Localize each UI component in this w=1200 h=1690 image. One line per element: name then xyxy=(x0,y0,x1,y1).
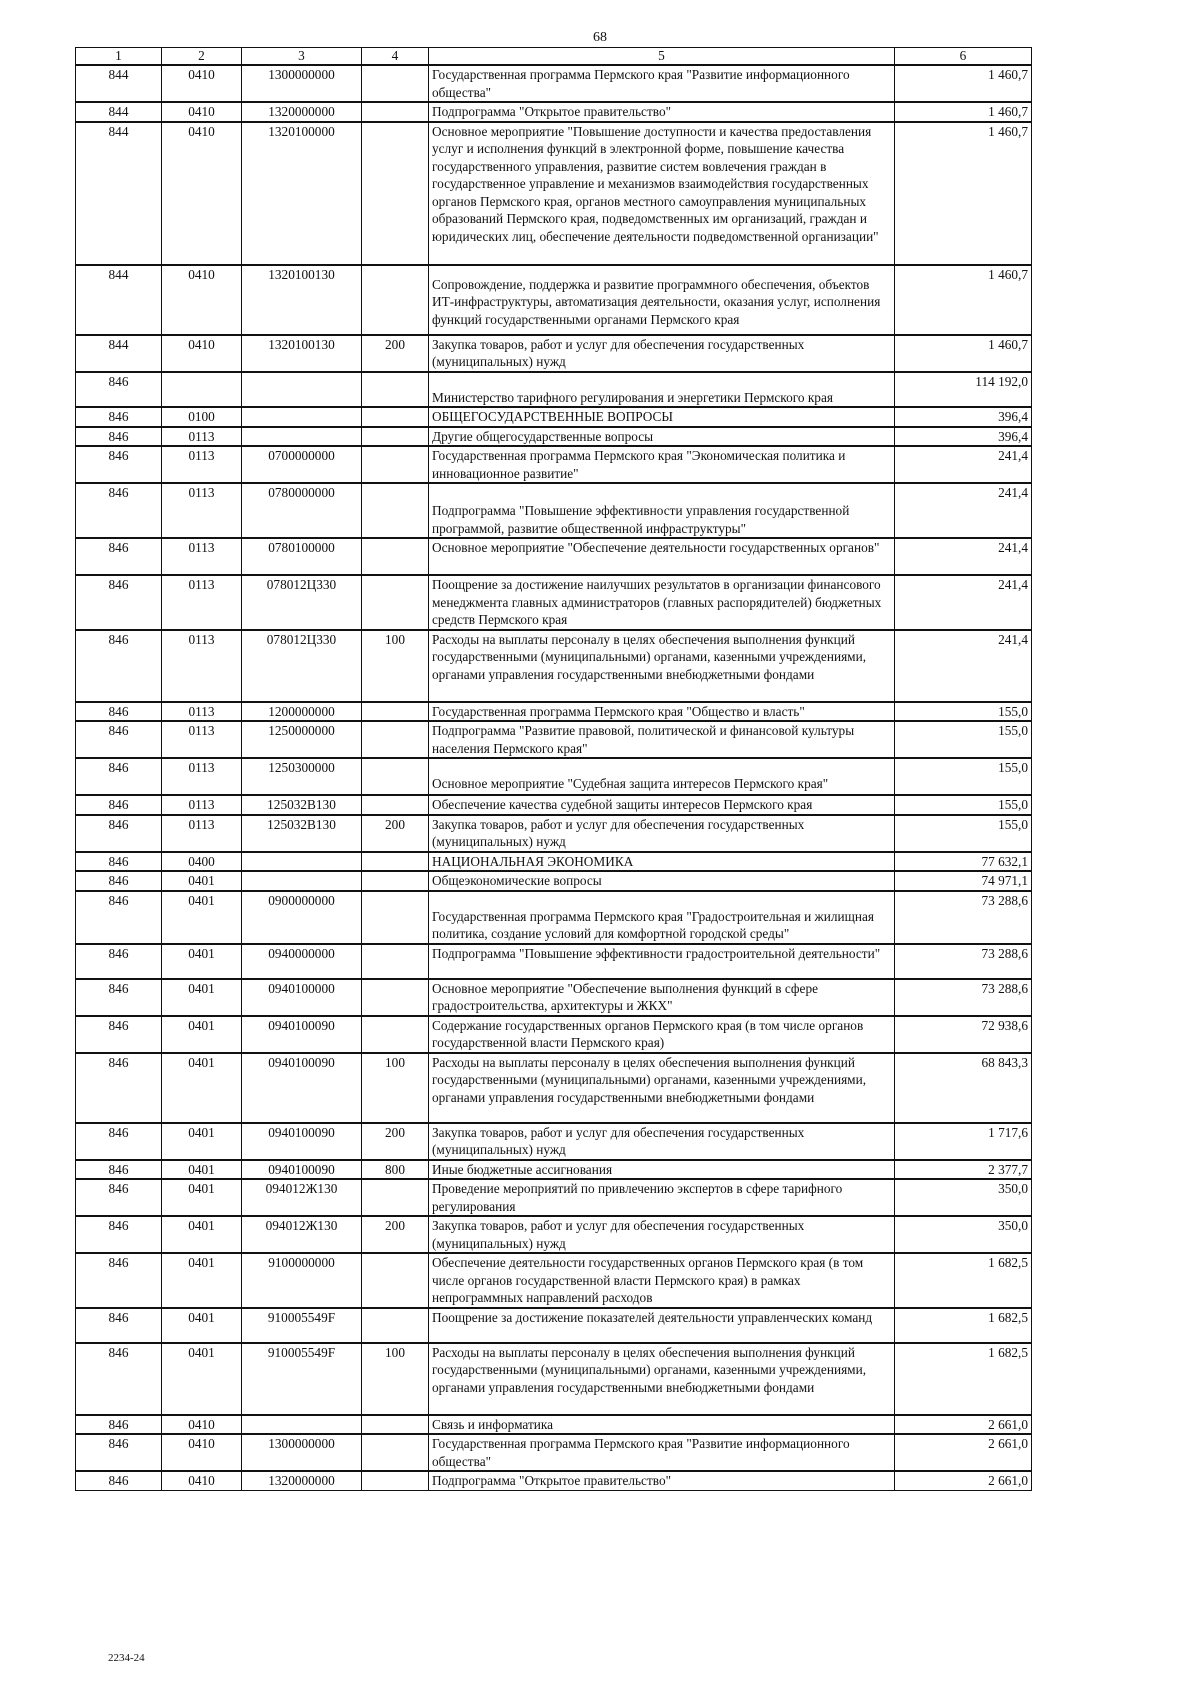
cell-gr-code: 844 xyxy=(76,102,162,122)
table-row xyxy=(76,795,1032,815)
cell-gr-code: 846 xyxy=(76,483,162,538)
cell-expense-type xyxy=(362,979,429,1016)
cell-description: Основное мероприятие "Повышение доступности и качества предоставления услуг и исполнения функций в электронной форме, повышение качества государственного управления, развитие систем вовлечения граждан в государственное управление и механизмов взаимодействия государственных органов Пермского края, органов местного самоуправления муниципальных образований Пермского края, подведомственных им организаций, граждан и юридических лиц, обеспечение деятельности подведомственной организации" xyxy=(429,122,895,265)
cell-description: Связь и информатика xyxy=(429,1415,895,1435)
cell-section-code: 0113 xyxy=(162,427,242,447)
cell-expense-type xyxy=(362,1253,429,1308)
cell-target-code: 0940000000 xyxy=(242,944,362,979)
cell-expense-type xyxy=(362,575,429,630)
cell-description: Государственная программа Пермского края "Градостроительная и жилищная политика, создание условий для комфортной городской среды" xyxy=(429,891,895,944)
header-col-3: 3 xyxy=(242,48,362,66)
table-row xyxy=(76,446,1032,483)
table-row xyxy=(76,1308,1032,1343)
cell-amount: 241,4 xyxy=(895,575,1032,630)
header-col-2: 2 xyxy=(162,48,242,66)
cell-expense-type xyxy=(362,1016,429,1053)
cell-gr-code: 844 xyxy=(76,265,162,335)
cell-description: Поощрение за достижение наилучших результатов в организации финансового менеджмента главных администраторов (главных распорядителей) бюджетных средств Пермского края xyxy=(429,575,895,630)
cell-description: Общеэкономические вопросы xyxy=(429,871,895,891)
table-row xyxy=(76,1179,1032,1216)
cell-target-code: 094012Ж130 xyxy=(242,1216,362,1253)
cell-amount: 350,0 xyxy=(895,1179,1032,1216)
cell-amount: 73 288,6 xyxy=(895,891,1032,944)
cell-section-code: 0401 xyxy=(162,1160,242,1180)
cell-expense-type: 100 xyxy=(362,630,429,702)
cell-gr-code: 846 xyxy=(76,871,162,891)
cell-expense-type xyxy=(362,102,429,122)
cell-expense-type xyxy=(362,122,429,265)
cell-section-code: 0401 xyxy=(162,891,242,944)
table-row xyxy=(76,852,1032,872)
cell-expense-type xyxy=(362,427,429,447)
cell-target-code: 1250300000 xyxy=(242,758,362,795)
cell-amount: 114 192,0 xyxy=(895,372,1032,408)
cell-amount: 1 682,5 xyxy=(895,1308,1032,1343)
cell-amount: 2 377,7 xyxy=(895,1160,1032,1180)
cell-target-code: 0940100090 xyxy=(242,1160,362,1180)
cell-section-code: 0410 xyxy=(162,335,242,372)
cell-gr-code: 846 xyxy=(76,944,162,979)
cell-description: ОБЩЕГОСУДАРСТВЕННЫЕ ВОПРОСЫ xyxy=(429,407,895,427)
cell-expense-type xyxy=(362,538,429,575)
cell-section-code: 0410 xyxy=(162,265,242,335)
cell-section-code: 0410 xyxy=(162,65,242,102)
cell-target-code xyxy=(242,852,362,872)
table-row xyxy=(76,1016,1032,1053)
cell-expense-type: 200 xyxy=(362,1216,429,1253)
table-row xyxy=(76,1471,1032,1490)
cell-amount: 1 460,7 xyxy=(895,265,1032,335)
cell-target-code xyxy=(242,871,362,891)
cell-target-code: 1320000000 xyxy=(242,102,362,122)
cell-description: Основное мероприятие "Судебная защита интересов Пермского края" xyxy=(429,758,895,795)
cell-gr-code: 846 xyxy=(76,795,162,815)
cell-description: Государственная программа Пермского края "Развитие информационного общества" xyxy=(429,65,895,102)
header-row xyxy=(76,48,1032,66)
cell-description: Другие общегосударственные вопросы xyxy=(429,427,895,447)
cell-description: Расходы на выплаты персоналу в целях обеспечения выполнения функций государственными (муниципальными) органами, казенными учреждениями, органами управления государственными внебюджетными фондами xyxy=(429,1053,895,1123)
cell-section-code: 0113 xyxy=(162,575,242,630)
cell-expense-type: 100 xyxy=(362,1343,429,1415)
table-row xyxy=(76,372,1032,408)
document-code: 2234-24 xyxy=(108,1652,145,1664)
cell-target-code: 0780000000 xyxy=(242,483,362,538)
table-row xyxy=(76,102,1032,122)
cell-expense-type xyxy=(362,407,429,427)
cell-amount: 155,0 xyxy=(895,721,1032,758)
cell-expense-type xyxy=(362,702,429,722)
cell-description: Сопровождение, поддержка и развитие программного обеспечения, объектов ИТ-инфраструктуры, автоматизация деятельности, оказания услуг, исполнения функций государственными органами Пермского края xyxy=(429,265,895,335)
cell-amount: 155,0 xyxy=(895,702,1032,722)
table-row xyxy=(76,538,1032,575)
cell-amount: 396,4 xyxy=(895,427,1032,447)
cell-target-code: 910005549F xyxy=(242,1308,362,1343)
cell-expense-type: 200 xyxy=(362,815,429,852)
cell-description: Закупка товаров, работ и услуг для обеспечения государственных (муниципальных) нужд xyxy=(429,1216,895,1253)
cell-target-code xyxy=(242,427,362,447)
cell-amount: 2 661,0 xyxy=(895,1471,1032,1490)
table-row xyxy=(76,1415,1032,1435)
cell-gr-code: 846 xyxy=(76,1343,162,1415)
cell-section-code: 0401 xyxy=(162,944,242,979)
cell-description: Основное мероприятие "Обеспечение деятельности государственных органов" xyxy=(429,538,895,575)
cell-description: Подпрограмма "Повышение эффективности градостроительной деятельности" xyxy=(429,944,895,979)
cell-amount: 1 460,7 xyxy=(895,65,1032,102)
cell-gr-code: 846 xyxy=(76,1434,162,1471)
cell-section-code: 0100 xyxy=(162,407,242,427)
cell-amount: 2 661,0 xyxy=(895,1415,1032,1435)
table-row xyxy=(76,122,1032,265)
budget-table xyxy=(75,47,1032,1491)
cell-amount: 1 682,5 xyxy=(895,1253,1032,1308)
cell-amount: 155,0 xyxy=(895,815,1032,852)
cell-description: Государственная программа Пермского края "Экономическая политика и инновационное развитие" xyxy=(429,446,895,483)
cell-section-code: 0113 xyxy=(162,538,242,575)
table-row xyxy=(76,944,1032,979)
cell-description: Расходы на выплаты персоналу в целях обеспечения выполнения функций государственными (муниципальными) органами, казенными учреждениями, органами управления государственными внебюджетными фондами xyxy=(429,630,895,702)
cell-description: Министерство тарифного регулирования и энергетики Пермского края xyxy=(429,372,895,408)
cell-target-code: 0900000000 xyxy=(242,891,362,944)
table-row xyxy=(76,758,1032,795)
cell-section-code: 0113 xyxy=(162,815,242,852)
cell-target-code: 125032В130 xyxy=(242,795,362,815)
cell-section-code: 0113 xyxy=(162,446,242,483)
cell-description: Поощрение за достижение показателей деятельности управленческих команд xyxy=(429,1308,895,1343)
cell-gr-code: 846 xyxy=(76,427,162,447)
cell-expense-type xyxy=(362,944,429,979)
cell-expense-type xyxy=(362,1179,429,1216)
cell-gr-code: 846 xyxy=(76,372,162,408)
cell-gr-code: 846 xyxy=(76,1308,162,1343)
cell-target-code: 125032В130 xyxy=(242,815,362,852)
cell-gr-code: 846 xyxy=(76,979,162,1016)
cell-gr-code: 846 xyxy=(76,1179,162,1216)
cell-expense-type xyxy=(362,446,429,483)
cell-amount: 1 460,7 xyxy=(895,122,1032,265)
cell-target-code: 1300000000 xyxy=(242,1434,362,1471)
cell-section-code xyxy=(162,372,242,408)
header-col-1: 1 xyxy=(76,48,162,66)
table-row xyxy=(76,265,1032,335)
cell-gr-code: 844 xyxy=(76,122,162,265)
cell-target-code: 0940100090 xyxy=(242,1123,362,1160)
cell-gr-code: 846 xyxy=(76,1160,162,1180)
table-row xyxy=(76,407,1032,427)
cell-target-code: 1320100130 xyxy=(242,265,362,335)
cell-target-code: 0780100000 xyxy=(242,538,362,575)
cell-target-code: 078012Ц330 xyxy=(242,630,362,702)
cell-expense-type: 200 xyxy=(362,1123,429,1160)
cell-section-code: 0113 xyxy=(162,702,242,722)
cell-description: НАЦИОНАЛЬНАЯ ЭКОНОМИКА xyxy=(429,852,895,872)
cell-gr-code: 846 xyxy=(76,538,162,575)
table-row xyxy=(76,575,1032,630)
cell-section-code: 0401 xyxy=(162,1343,242,1415)
cell-amount: 73 288,6 xyxy=(895,979,1032,1016)
cell-gr-code: 846 xyxy=(76,1053,162,1123)
cell-expense-type xyxy=(362,1471,429,1490)
cell-gr-code: 846 xyxy=(76,721,162,758)
cell-section-code: 0410 xyxy=(162,1471,242,1490)
cell-amount: 155,0 xyxy=(895,795,1032,815)
cell-section-code: 0401 xyxy=(162,871,242,891)
cell-amount: 396,4 xyxy=(895,407,1032,427)
cell-gr-code: 846 xyxy=(76,1123,162,1160)
cell-target-code: 1320100130 xyxy=(242,335,362,372)
table-row xyxy=(76,65,1032,102)
table-row xyxy=(76,630,1032,702)
cell-target-code: 094012Ж130 xyxy=(242,1179,362,1216)
cell-expense-type xyxy=(362,721,429,758)
table-row xyxy=(76,871,1032,891)
cell-target-code: 1300000000 xyxy=(242,65,362,102)
cell-target-code xyxy=(242,1415,362,1435)
cell-amount: 72 938,6 xyxy=(895,1016,1032,1053)
cell-expense-type xyxy=(362,795,429,815)
cell-expense-type xyxy=(362,891,429,944)
cell-gr-code: 846 xyxy=(76,1016,162,1053)
cell-expense-type xyxy=(362,1434,429,1471)
cell-gr-code: 846 xyxy=(76,852,162,872)
cell-description: Обеспечение деятельности государственных органов Пермского края (в том числе органов государственной власти Пермского края) в рамках непрограммных направлений расходов xyxy=(429,1253,895,1308)
cell-target-code: 9100000000 xyxy=(242,1253,362,1308)
table-row xyxy=(76,335,1032,372)
cell-target-code: 1200000000 xyxy=(242,702,362,722)
cell-gr-code: 846 xyxy=(76,575,162,630)
cell-section-code: 0113 xyxy=(162,721,242,758)
cell-description: Подпрограмма "Открытое правительство" xyxy=(429,102,895,122)
cell-description: Содержание государственных органов Пермского края (в том числе органов государственной власти Пермского края) xyxy=(429,1016,895,1053)
cell-gr-code: 846 xyxy=(76,815,162,852)
cell-description: Расходы на выплаты персоналу в целях обеспечения выполнения функций государственными (муниципальными) органами, казенными учреждениями, органами управления государственными внебюджетными фондами xyxy=(429,1343,895,1415)
cell-amount: 241,4 xyxy=(895,446,1032,483)
cell-target-code: 0940100090 xyxy=(242,1016,362,1053)
cell-section-code: 0113 xyxy=(162,483,242,538)
cell-amount: 77 632,1 xyxy=(895,852,1032,872)
cell-section-code: 0113 xyxy=(162,758,242,795)
cell-gr-code: 846 xyxy=(76,630,162,702)
cell-amount: 1 460,7 xyxy=(895,102,1032,122)
cell-amount: 74 971,1 xyxy=(895,871,1032,891)
cell-gr-code: 844 xyxy=(76,65,162,102)
cell-amount: 1 717,6 xyxy=(895,1123,1032,1160)
cell-expense-type xyxy=(362,758,429,795)
cell-description: Иные бюджетные ассигнования xyxy=(429,1160,895,1180)
cell-amount: 2 661,0 xyxy=(895,1434,1032,1471)
cell-description: Закупка товаров, работ и услуг для обеспечения государственных (муниципальных) нужд xyxy=(429,1123,895,1160)
cell-gr-code: 846 xyxy=(76,446,162,483)
cell-target-code: 0940100000 xyxy=(242,979,362,1016)
cell-expense-type xyxy=(362,1415,429,1435)
cell-gr-code: 844 xyxy=(76,335,162,372)
table-row xyxy=(76,1160,1032,1180)
cell-expense-type xyxy=(362,852,429,872)
page-number: 68 xyxy=(593,30,607,45)
cell-target-code: 1320100000 xyxy=(242,122,362,265)
cell-section-code: 0401 xyxy=(162,1053,242,1123)
cell-section-code: 0113 xyxy=(162,630,242,702)
header-col-5: 5 xyxy=(429,48,895,66)
cell-expense-type xyxy=(362,265,429,335)
cell-amount: 68 843,3 xyxy=(895,1053,1032,1123)
cell-description: Проведение мероприятий по привлечению экспертов в сфере тарифного регулирования xyxy=(429,1179,895,1216)
cell-gr-code: 846 xyxy=(76,702,162,722)
cell-expense-type xyxy=(362,65,429,102)
header-col-4: 4 xyxy=(362,48,429,66)
cell-gr-code: 846 xyxy=(76,407,162,427)
cell-section-code: 0401 xyxy=(162,979,242,1016)
cell-description: Основное мероприятие "Обеспечение выполнения функций в сфере градостроительства, архитектуры и ЖКХ" xyxy=(429,979,895,1016)
cell-gr-code: 846 xyxy=(76,1471,162,1490)
cell-description: Подпрограмма "Повышение эффективности управления государственной программой, развитие общественной инфраструктуры" xyxy=(429,483,895,538)
cell-description: Подпрограмма "Развитие правовой, политической и финансовой культуры населения Пермского края" xyxy=(429,721,895,758)
table-row xyxy=(76,702,1032,722)
table-row xyxy=(76,1123,1032,1160)
cell-description: Подпрограмма "Открытое правительство" xyxy=(429,1471,895,1490)
cell-expense-type xyxy=(362,483,429,538)
table-row xyxy=(76,1343,1032,1415)
cell-amount: 155,0 xyxy=(895,758,1032,795)
cell-amount: 73 288,6 xyxy=(895,944,1032,979)
table-row xyxy=(76,427,1032,447)
cell-amount: 1 460,7 xyxy=(895,335,1032,372)
cell-section-code: 0401 xyxy=(162,1216,242,1253)
cell-target-code: 910005549F xyxy=(242,1343,362,1415)
table-row xyxy=(76,1434,1032,1471)
cell-section-code: 0410 xyxy=(162,122,242,265)
cell-expense-type xyxy=(362,372,429,408)
cell-gr-code: 846 xyxy=(76,758,162,795)
cell-section-code: 0410 xyxy=(162,102,242,122)
cell-target-code: 0940100090 xyxy=(242,1053,362,1123)
cell-section-code: 0410 xyxy=(162,1415,242,1435)
cell-amount: 241,4 xyxy=(895,538,1032,575)
cell-section-code: 0113 xyxy=(162,795,242,815)
cell-gr-code: 846 xyxy=(76,891,162,944)
table-row xyxy=(76,721,1032,758)
cell-section-code: 0401 xyxy=(162,1179,242,1216)
cell-target-code xyxy=(242,407,362,427)
cell-gr-code: 846 xyxy=(76,1216,162,1253)
table-row xyxy=(76,891,1032,944)
cell-expense-type xyxy=(362,871,429,891)
cell-amount: 241,4 xyxy=(895,483,1032,538)
cell-description: Обеспечение качества судебной защиты интересов Пермского края xyxy=(429,795,895,815)
cell-target-code xyxy=(242,372,362,408)
cell-gr-code: 846 xyxy=(76,1253,162,1308)
cell-gr-code: 846 xyxy=(76,1415,162,1435)
cell-section-code: 0401 xyxy=(162,1016,242,1053)
cell-section-code: 0400 xyxy=(162,852,242,872)
cell-amount: 350,0 xyxy=(895,1216,1032,1253)
cell-section-code: 0410 xyxy=(162,1434,242,1471)
cell-section-code: 0401 xyxy=(162,1253,242,1308)
cell-amount: 1 682,5 xyxy=(895,1343,1032,1415)
cell-expense-type: 800 xyxy=(362,1160,429,1180)
cell-expense-type xyxy=(362,1308,429,1343)
cell-description: Государственная программа Пермского края "Развитие информационного общества" xyxy=(429,1434,895,1471)
cell-description: Закупка товаров, работ и услуг для обеспечения государственных (муниципальных) нужд xyxy=(429,335,895,372)
table-row xyxy=(76,1053,1032,1123)
table-row xyxy=(76,483,1032,538)
cell-target-code: 078012Ц330 xyxy=(242,575,362,630)
cell-expense-type: 200 xyxy=(362,335,429,372)
cell-description: Государственная программа Пермского края "Общество и власть" xyxy=(429,702,895,722)
cell-expense-type: 100 xyxy=(362,1053,429,1123)
header-col-6: 6 xyxy=(895,48,1032,66)
cell-target-code: 0700000000 xyxy=(242,446,362,483)
table-row xyxy=(76,979,1032,1016)
cell-section-code: 0401 xyxy=(162,1308,242,1343)
table-row xyxy=(76,1216,1032,1253)
cell-section-code: 0401 xyxy=(162,1123,242,1160)
cell-target-code: 1320000000 xyxy=(242,1471,362,1490)
cell-target-code: 1250000000 xyxy=(242,721,362,758)
cell-amount: 241,4 xyxy=(895,630,1032,702)
table-row xyxy=(76,1253,1032,1308)
table-row xyxy=(76,815,1032,852)
cell-description: Закупка товаров, работ и услуг для обеспечения государственных (муниципальных) нужд xyxy=(429,815,895,852)
